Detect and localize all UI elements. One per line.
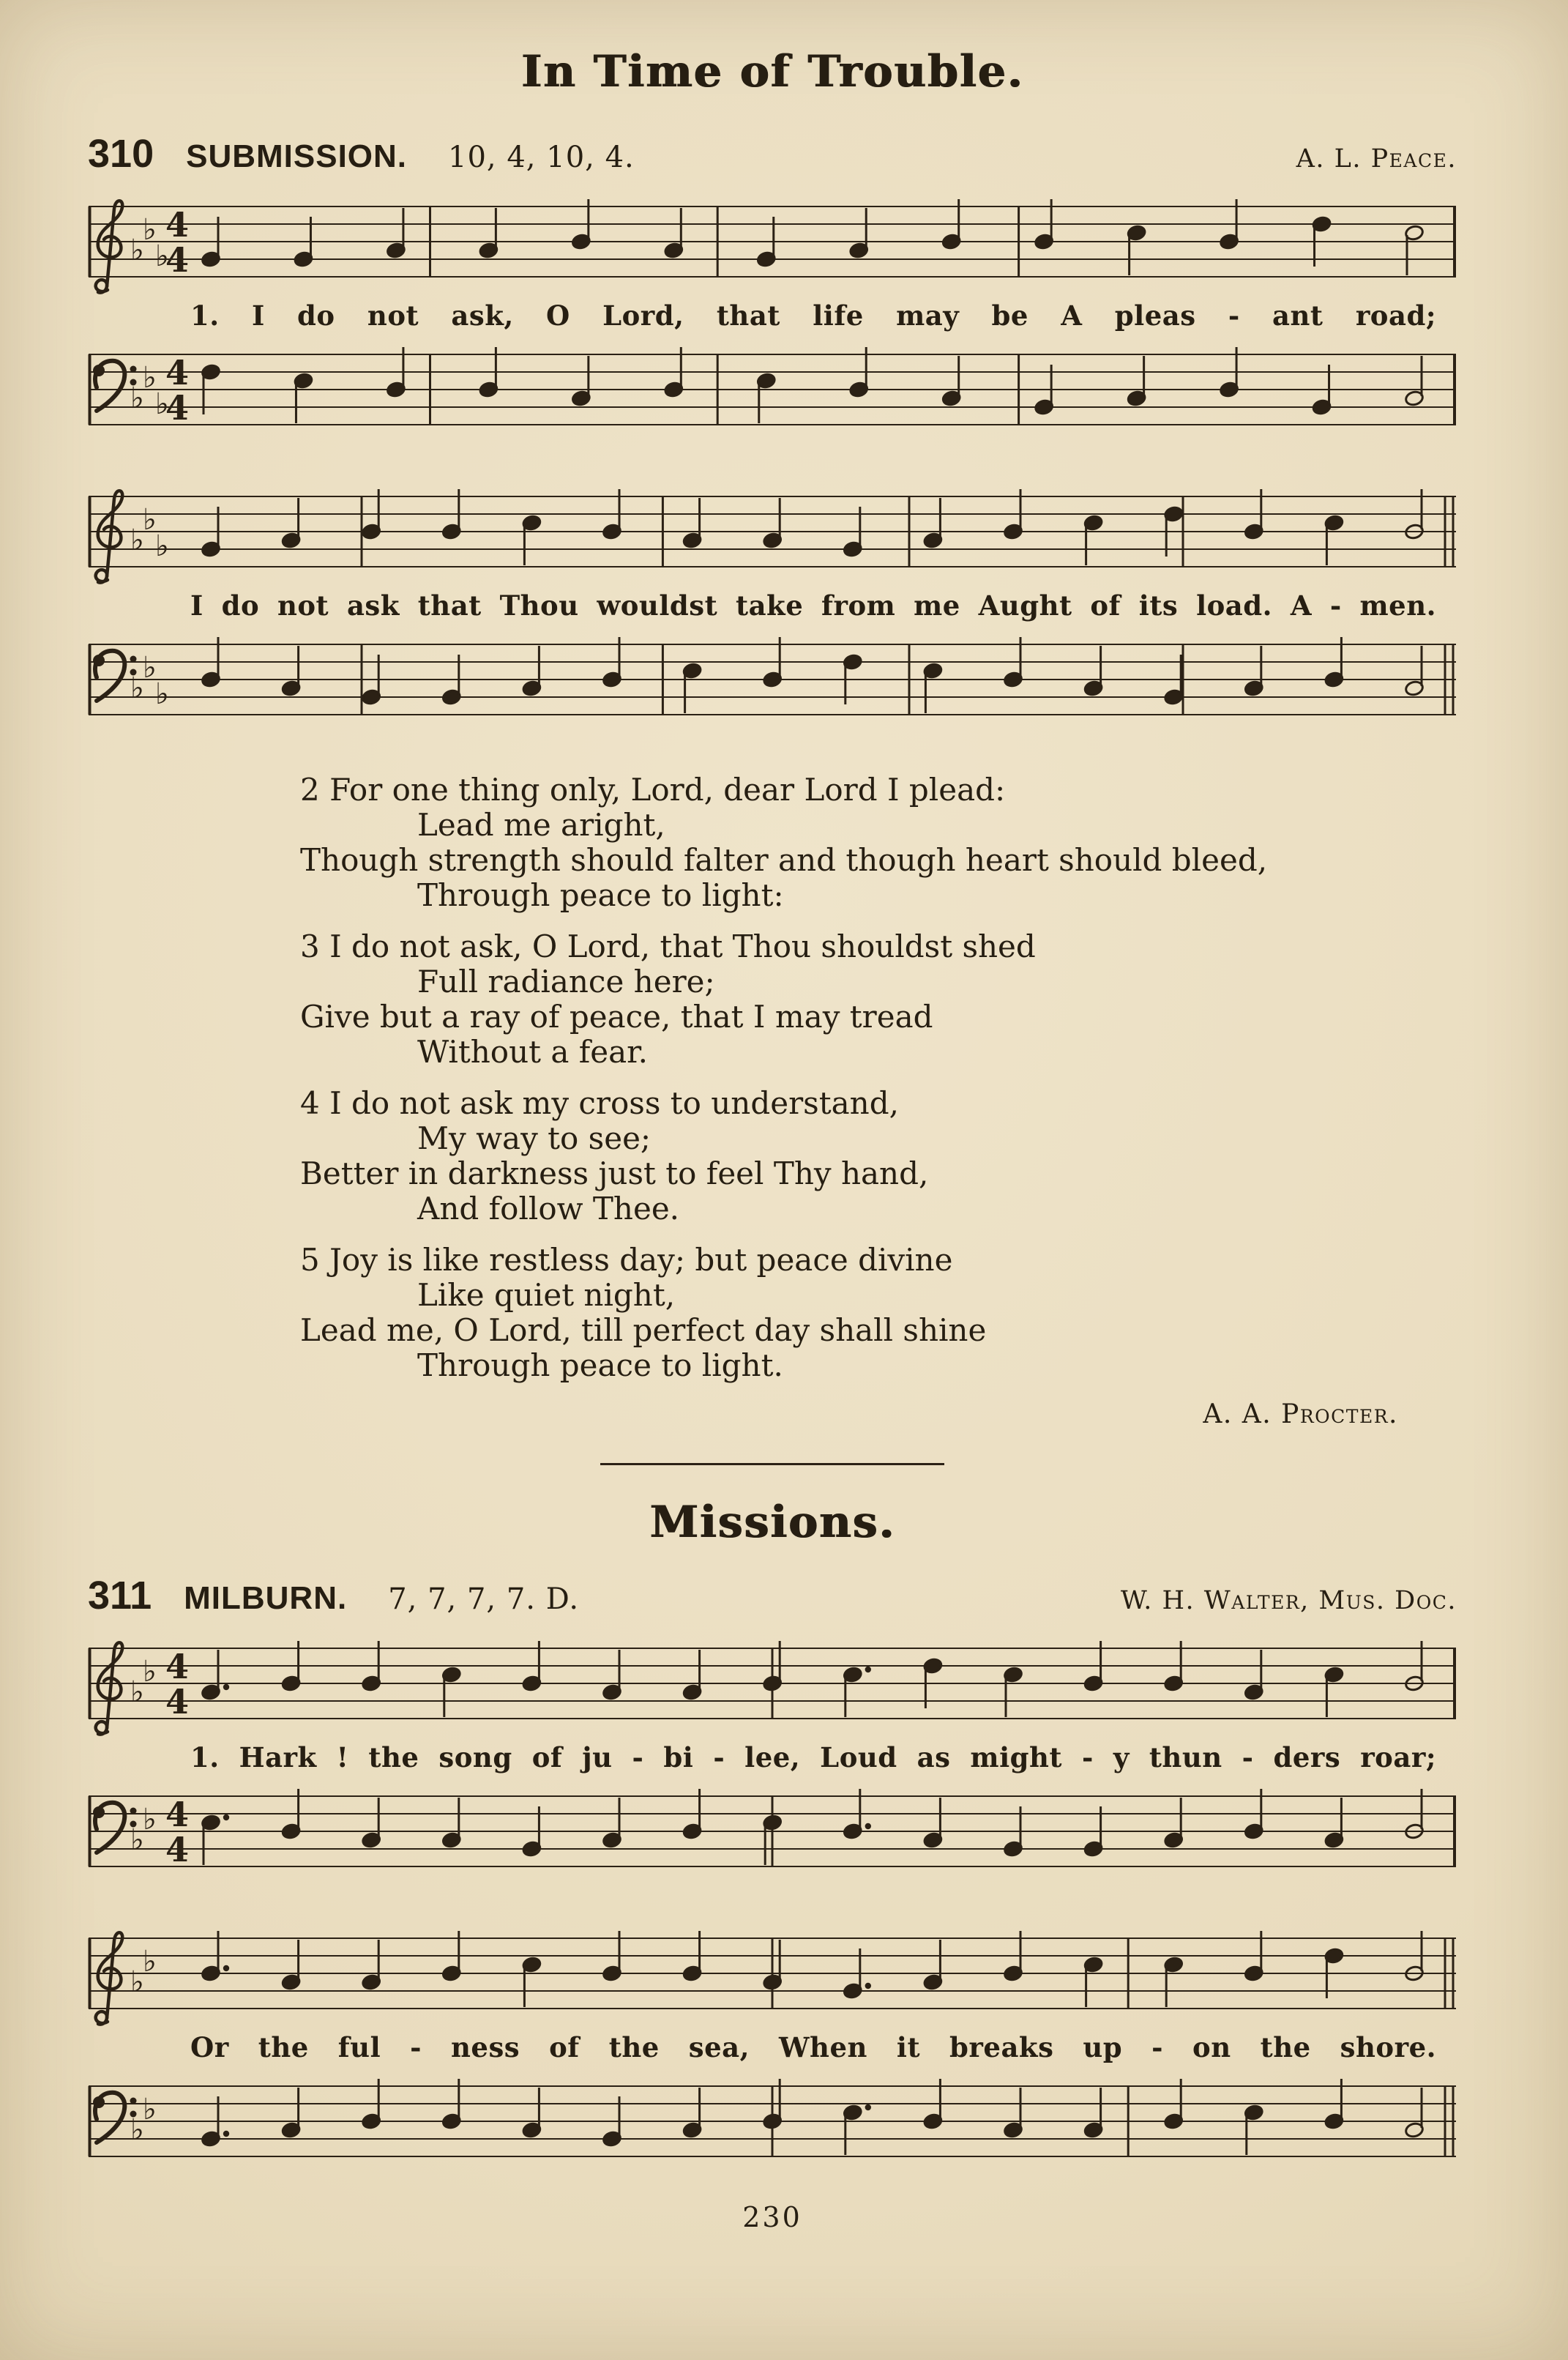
- lyric-line: Or the ful - ness of the sea, When it breaks up - on the shore.: [190, 2031, 1436, 2064]
- svg-text:♭: ♭: [130, 1823, 144, 1858]
- missions-heading: Missions.: [649, 1497, 895, 1549]
- svg-text:♭: ♭: [143, 361, 157, 395]
- svg-text:♭: ♭: [143, 1803, 157, 1837]
- svg-text:♭: ♭: [130, 381, 144, 416]
- verse-3: [300, 929, 1457, 1070]
- section-divider: [600, 1463, 944, 1465]
- treble-staff: [88, 1628, 1457, 1738]
- svg-text:4: 4: [165, 1830, 190, 1870]
- verse-line: Though strength should falter and though heart should bleed,: [300, 842, 1268, 879]
- svg-text:4: 4: [165, 353, 190, 393]
- svg-text:4: 4: [165, 1647, 190, 1687]
- bass-staff: [88, 2066, 1457, 2176]
- svg-text:♭: ♭: [155, 239, 169, 273]
- svg-text:4: 4: [165, 1682, 190, 1722]
- svg-text:♭: ♭: [130, 1965, 144, 2000]
- section-heading: In Time of Trouble.: [520, 46, 1024, 97]
- svg-text:♭: ♭: [143, 503, 157, 537]
- svg-text:♭: ♭: [143, 2093, 157, 2127]
- verse-line: Like quiet night,: [417, 1277, 676, 1314]
- verse-4: [300, 1086, 1457, 1226]
- svg-text:♭: ♭: [155, 677, 169, 712]
- verse-line: Lead me aright,: [417, 807, 665, 844]
- verse-line: 3 I do not ask, O Lord, that Thou shouldst shed: [300, 928, 1036, 965]
- svg-text:4: 4: [165, 1795, 190, 1835]
- svg-text:♭: ♭: [143, 1655, 157, 1689]
- svg-text:♭: ♭: [130, 1675, 144, 1710]
- verse-line: Lead me, O Lord, till perfect day shall shine: [300, 1312, 987, 1349]
- lyric-line: 1. Hark ! the song of ju - bi - lee, Loud as might - y thun - ders roar;: [190, 1741, 1436, 1774]
- svg-text:4: 4: [165, 205, 190, 245]
- verse-5: [300, 1243, 1457, 1383]
- music-system-4: [88, 1918, 1457, 2176]
- verse-line: 5 Joy is like restless day; but peace divine: [300, 1242, 953, 1278]
- svg-text:♭: ♭: [130, 2113, 144, 2148]
- verse-2: [300, 773, 1457, 913]
- svg-text:♭: ♭: [143, 1945, 157, 1979]
- hymn-311-header: [88, 1573, 1457, 1618]
- verse-line: Without a fear.: [417, 1034, 648, 1071]
- verse-line: Through peace to light:: [417, 877, 784, 914]
- hymn-number: 311: [88, 1574, 152, 1618]
- verse-line: Better in darkness just to feel Thy hand,: [300, 1155, 929, 1192]
- treble-staff: [88, 1918, 1457, 2028]
- bass-staff: [88, 335, 1457, 444]
- hymn-meter: 7, 7, 7, 7. D.: [388, 1582, 580, 1617]
- music-system-2: [88, 477, 1457, 734]
- music-system-1: [88, 187, 1457, 444]
- verse-line: Through peace to light.: [417, 1347, 783, 1384]
- verse-block: [300, 773, 1457, 1383]
- svg-text:♭: ♭: [130, 234, 144, 267]
- verse-author: A. A. Procter.: [1203, 1399, 1398, 1430]
- hymn-meter: 10, 4, 10, 4.: [448, 141, 635, 174]
- verse-line: 2 For one thing only, Lord, dear Lord I plead:: [300, 772, 1006, 808]
- hymn-title: SUBMISSION.: [186, 138, 408, 174]
- music-system-3: [88, 1628, 1457, 1886]
- hymn-310-header: [88, 131, 1457, 176]
- svg-text:4: 4: [165, 388, 190, 428]
- bass-staff: [88, 1776, 1457, 1886]
- hymn-number: 310: [88, 132, 154, 176]
- verse-line: My way to see;: [417, 1120, 652, 1157]
- svg-text:♭: ♭: [130, 524, 144, 558]
- verse-line: And follow Thee.: [417, 1191, 680, 1227]
- verse-line: Full radiance here;: [417, 964, 715, 1000]
- treble-staff: [88, 187, 1457, 297]
- lyric-line: 1. I do not ask, O Lord, that life may be A pleas - ant road;: [190, 299, 1436, 332]
- svg-text:♭: ♭: [155, 529, 169, 564]
- lyric-line: I do not ask that Thou wouldst take from me Aught of its load. A - men.: [190, 589, 1436, 622]
- svg-text:♭: ♭: [130, 671, 144, 706]
- hymn-composer: A. L. Peace.: [1296, 144, 1457, 174]
- treble-staff: [88, 477, 1457, 587]
- svg-text:♭: ♭: [143, 213, 157, 247]
- page-number: 230: [742, 2201, 802, 2234]
- verse-line: 4 I do not ask my cross to understand,: [300, 1085, 899, 1122]
- hymn-composer: W. H. Walter, Mus. Doc.: [1120, 1586, 1457, 1616]
- svg-text:4: 4: [165, 240, 190, 280]
- hymn-title: MILBURN.: [184, 1580, 348, 1617]
- svg-text:♭: ♭: [155, 387, 169, 422]
- verse-line: Give but a ray of peace, that I may tread: [300, 999, 933, 1035]
- bass-staff: [88, 625, 1457, 734]
- svg-text:♭: ♭: [143, 651, 157, 685]
